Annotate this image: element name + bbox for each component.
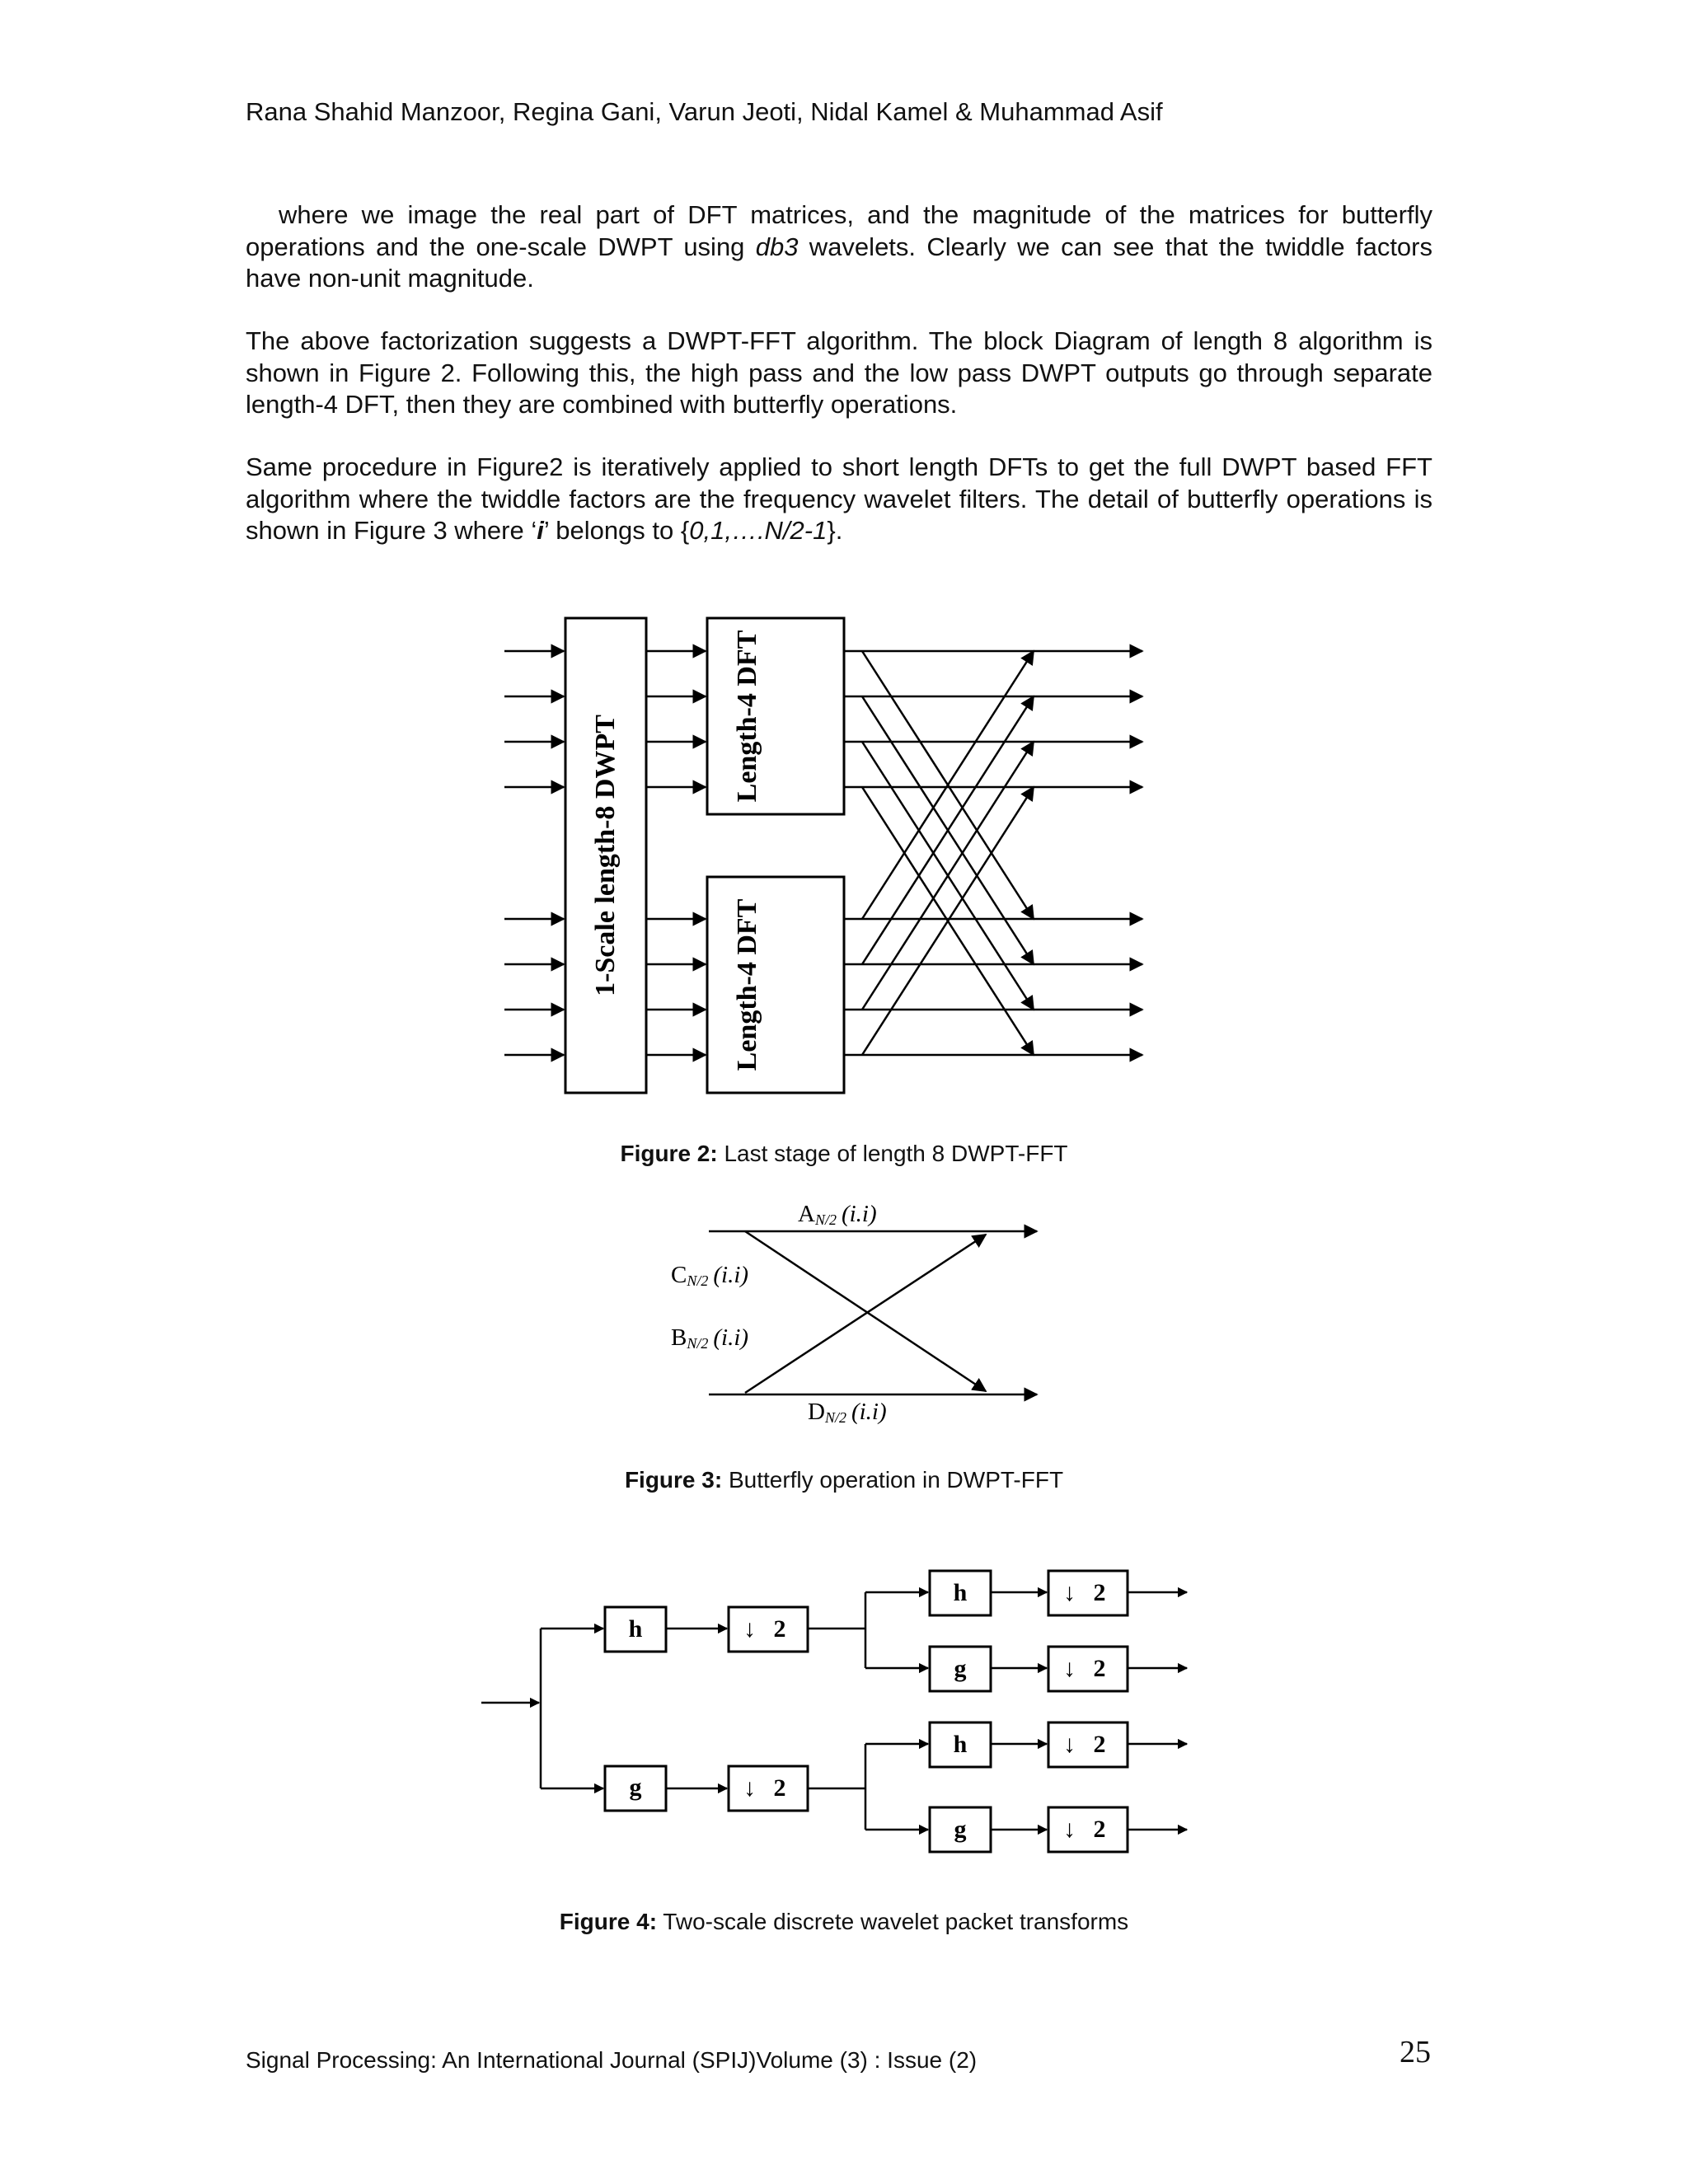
figure-2-caption: Figure 2: Last stage of length 8 DWPT-FFT — [620, 1141, 1068, 1166]
dft-top-block — [707, 618, 844, 814]
downsample-1-bottom — [729, 1766, 808, 1811]
p1-text-a: where we image the real part of DFT matrices, and the magnitude of the matrices for butterfly operations and the one-scale DWPT using — [246, 200, 1432, 261]
down-arrow-icon: ↓ — [743, 1615, 756, 1643]
p1-emphasis: db3 — [755, 232, 799, 261]
downsample-2c-label: 2 — [1093, 1731, 1106, 1758]
label-b: BN/2 (i.i) — [671, 1324, 749, 1352]
label-c: CN/2 (i.i) — [671, 1262, 749, 1289]
fig2-output-lines — [844, 651, 1142, 1055]
fig2-mid-arrows — [646, 651, 706, 1055]
down-arrow-icon: ↓ — [1063, 1579, 1076, 1606]
downsample-2c — [1048, 1722, 1128, 1767]
filter-h-2a-label: h — [953, 1579, 968, 1606]
downsample-1-top — [729, 1607, 808, 1652]
down-arrow-icon: ↓ — [1063, 1655, 1076, 1682]
p3-text-b: ’ belongs to { — [543, 516, 690, 545]
journal-footer: Signal Processing: An International Journal (SPIJ)Volume (3) : Issue (2) — [246, 2047, 978, 2073]
fig2-butterfly-crossings — [862, 651, 1034, 1055]
filter-h-2b-label: h — [953, 1731, 968, 1758]
figure-4-caption: Figure 4: Two-scale discrete wavelet packet transforms — [559, 1909, 1129, 1934]
p3-text-c: }. — [827, 516, 843, 545]
downsample-2a — [1048, 1571, 1128, 1615]
downsample-1-top-label: 2 — [773, 1615, 786, 1643]
p3-text-a: Same procedure in Figure2 is iteratively applied to short length DFTs to get the full DWPT based FFT algorithm where the twiddle factors are the frequency wavelet filters. The detail of butterfly operations is shown in Figure 3 where ‘ — [246, 452, 1432, 545]
downsample-1-bottom-label: 2 — [773, 1774, 786, 1802]
p3-variable-i: i — [537, 516, 544, 545]
down-arrow-icon: ↓ — [1063, 1731, 1076, 1758]
dft-bottom-label: Length-4 DFT — [732, 898, 762, 1071]
downsample-2b-label: 2 — [1093, 1655, 1106, 1682]
downsample-2a-label: 2 — [1093, 1579, 1106, 1606]
filter-g-2a-label: g — [954, 1655, 967, 1682]
filter-h-1-label: h — [628, 1615, 643, 1643]
label-a: AN/2 (i.i) — [798, 1201, 877, 1228]
figure-3-caption: Figure 3: Butterfly operation in DWPT-FFT — [624, 1467, 1064, 1493]
downsample-2d-label: 2 — [1093, 1816, 1106, 1843]
label-d: DN/2 (i.i) — [808, 1399, 887, 1426]
dft-top-label: Length-4 DFT — [732, 630, 762, 803]
fig2-input-arrows — [504, 651, 564, 1055]
filter-g-1-label: g — [629, 1774, 642, 1801]
p3-set: 0,1,….N/2-1 — [689, 516, 828, 545]
dwpt-block-label: 1-Scale length-8 DWPT — [590, 715, 621, 996]
page-number: 25 — [1400, 2035, 1431, 2069]
downsample-2d — [1048, 1807, 1128, 1852]
running-header: Rana Shahid Manzoor, Regina Gani, Varun Jeoti, Nidal Kamel & Muhammad Asif — [246, 97, 1163, 126]
p1-text-b: wavelets. Clearly we can see that the twiddle factors have non-unit magnitude. — [246, 232, 1433, 293]
filter-g-2b-label: g — [954, 1816, 967, 1843]
down-arrow-icon: ↓ — [1063, 1816, 1076, 1843]
figure-2-diagram — [504, 618, 1142, 1093]
dft-bottom-block — [707, 877, 844, 1093]
figure-3-diagram — [671, 1201, 1037, 1426]
figure-4-diagram — [481, 1571, 1187, 1852]
downsample-2b — [1048, 1647, 1128, 1691]
paragraph-2: The above factorization suggests a DWPT-FFT algorithm. The block Diagram of length 8 algorithm is shown in Figure 2. Following this, the high pass and the low pass DWPT outputs go through separate length-4 DFT, then they are combined with butterfly operations. — [246, 326, 1432, 419]
down-arrow-icon: ↓ — [743, 1774, 756, 1802]
